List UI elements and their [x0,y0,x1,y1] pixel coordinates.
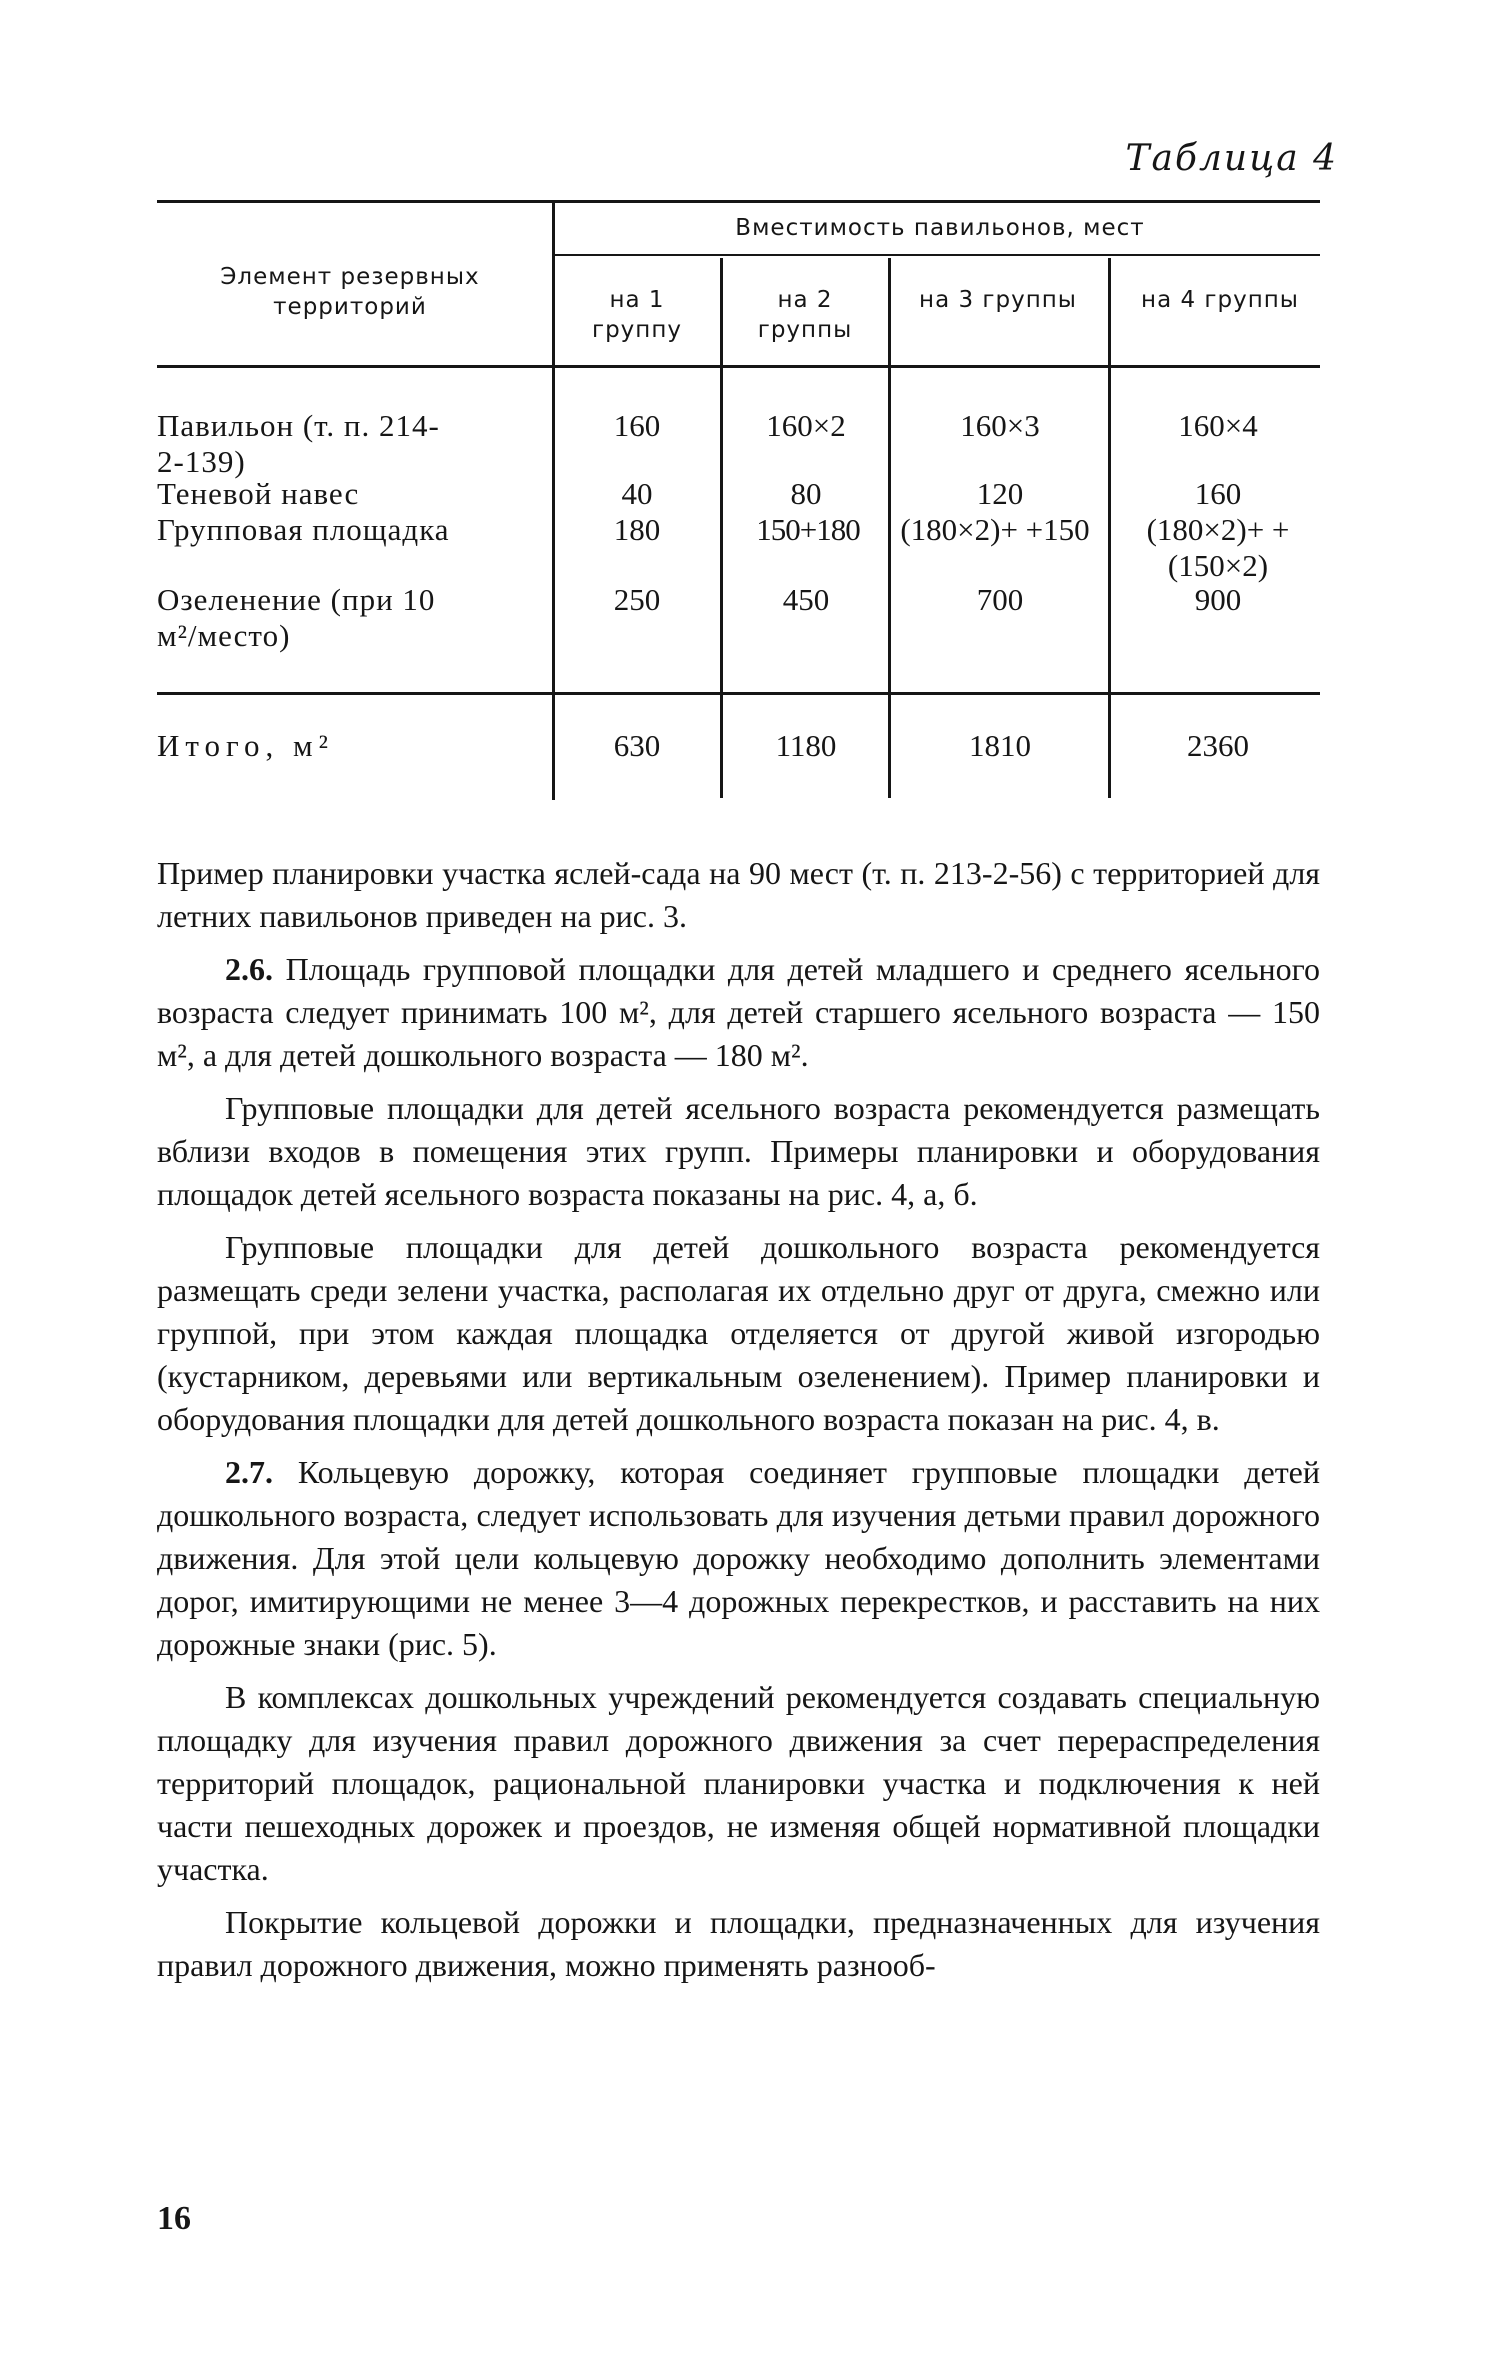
table-cell: 160 [613,408,661,443]
section-number: 2.7. [225,1454,273,1490]
header-col-2: на 2 группы [757,287,853,343]
header-capacity: Вместимость павильонов, мест [735,215,1145,241]
body-text [157,852,1320,1997]
table-subheader-rule [555,254,1320,256]
table-cell: 40 [621,476,653,511]
table-total-rule [157,692,1320,695]
table-cell: 80 [790,476,822,511]
header-col-3: на 3 группы [919,287,1077,313]
table-cell: 180 [613,512,661,547]
table-cell: 160×3 [960,408,1040,443]
total-cell: 2360 [1187,728,1249,763]
header-col-1: на 1 группу [592,287,682,343]
table-cell: 160×4 [1178,408,1258,443]
table-cell: 900 [1194,582,1242,617]
page-number: 16 [157,2200,191,2237]
total-cell: 1180 [775,728,837,763]
total-cell: 1810 [969,728,1031,763]
table-divider [1108,258,1111,798]
table-cell: 450 [782,582,830,617]
table-cell: 120 [976,476,1024,511]
section-number: 2.6. [225,951,273,987]
table-cell: (180×2)+ +150 [900,512,1090,547]
row-label: Озеленение (при 10 м²/место) [157,582,436,653]
paragraph: В комплексах дошкольных учреждений рекомендуется создавать специальную площадку для изучения правил дорожного движения за счет перераспределения территорий площадок, рациональной планировки участка и подключения к ней части пешеходных дорожек и проездов, не изменяя общей нормативной площадки участка. [157,1679,1320,1887]
table-top-rule [157,200,1320,203]
paragraph: 2.6. Площадь групповой площадки для детей младшего и среднего ясельного возраста следует принимать 100 м², для детей старшего ясельного возраста — 150 м², а для детей дошкольного возраста — 180 м². [157,951,1320,1073]
table-divider [720,258,723,798]
table-cell: 160 [1194,476,1242,511]
paragraph: Групповые площадки для детей дошкольного возраста рекомендуется размещать среди зелени участка, располагая их отдельно друг от друга, смежно или группой, при этом каждая площадка отделяется от другой живой изгородью (кустарником, деревьями или вертикальным озеленением). Пример планировки и оборудования площадки для детей дошкольного возраста показан на рис. 4, в. [157,1229,1320,1437]
table-divider [888,258,891,798]
paragraph: Покрытие кольцевой дорожки и площадки, предназначенных для изучения правил дорожного движения, можно применять разнооб- [157,1904,1320,1983]
header-element: Элемент резервных территорий [220,264,480,320]
table-cell: 150+180 [756,512,860,547]
table-cell: (180×2)+ +(150×2) [1146,512,1290,583]
total-cell: 630 [613,728,661,763]
table-header-rule [157,365,1320,368]
table-cell: 250 [613,582,661,617]
table-cell: 700 [976,582,1024,617]
paragraph: 2.7. Кольцевую дорожку, которая соединяет групповые площадки детей дошкольного возраста, следует использовать для изучения детьми правил дорожного движения. Для этой цели кольцевую дорожку необходимо дополнить элементами дорог, имитирующими не менее 3—4 дорожных перекрестков, и расставить на них дорожные знаки (рис. 5). [157,1454,1320,1662]
table-divider [552,200,555,800]
header-col-4: на 4 группы [1141,287,1299,313]
paragraph: Пример планировки участка яслей-сада на 90 мест (т. п. 213-2-56) с территорией для летних павильонов приведен на рис. 3. [157,855,1320,934]
table-cell: 160×2 [766,408,846,443]
row-label: Теневой навес [157,476,360,511]
total-label: Итого, м² [157,728,334,763]
paragraph: Групповые площадки для детей ясельного возраста рекомендуется размещать вблизи входов в помещения этих групп. Примеры планировки и оборудования площадок детей ясельного возраста показаны на рис. 4, а, б. [157,1090,1320,1212]
table-caption: Таблица 4 [1125,138,1338,179]
row-label: Павильон (т. п. 214-2-139) [157,408,440,479]
row-label: Групповая площадка [157,512,450,547]
